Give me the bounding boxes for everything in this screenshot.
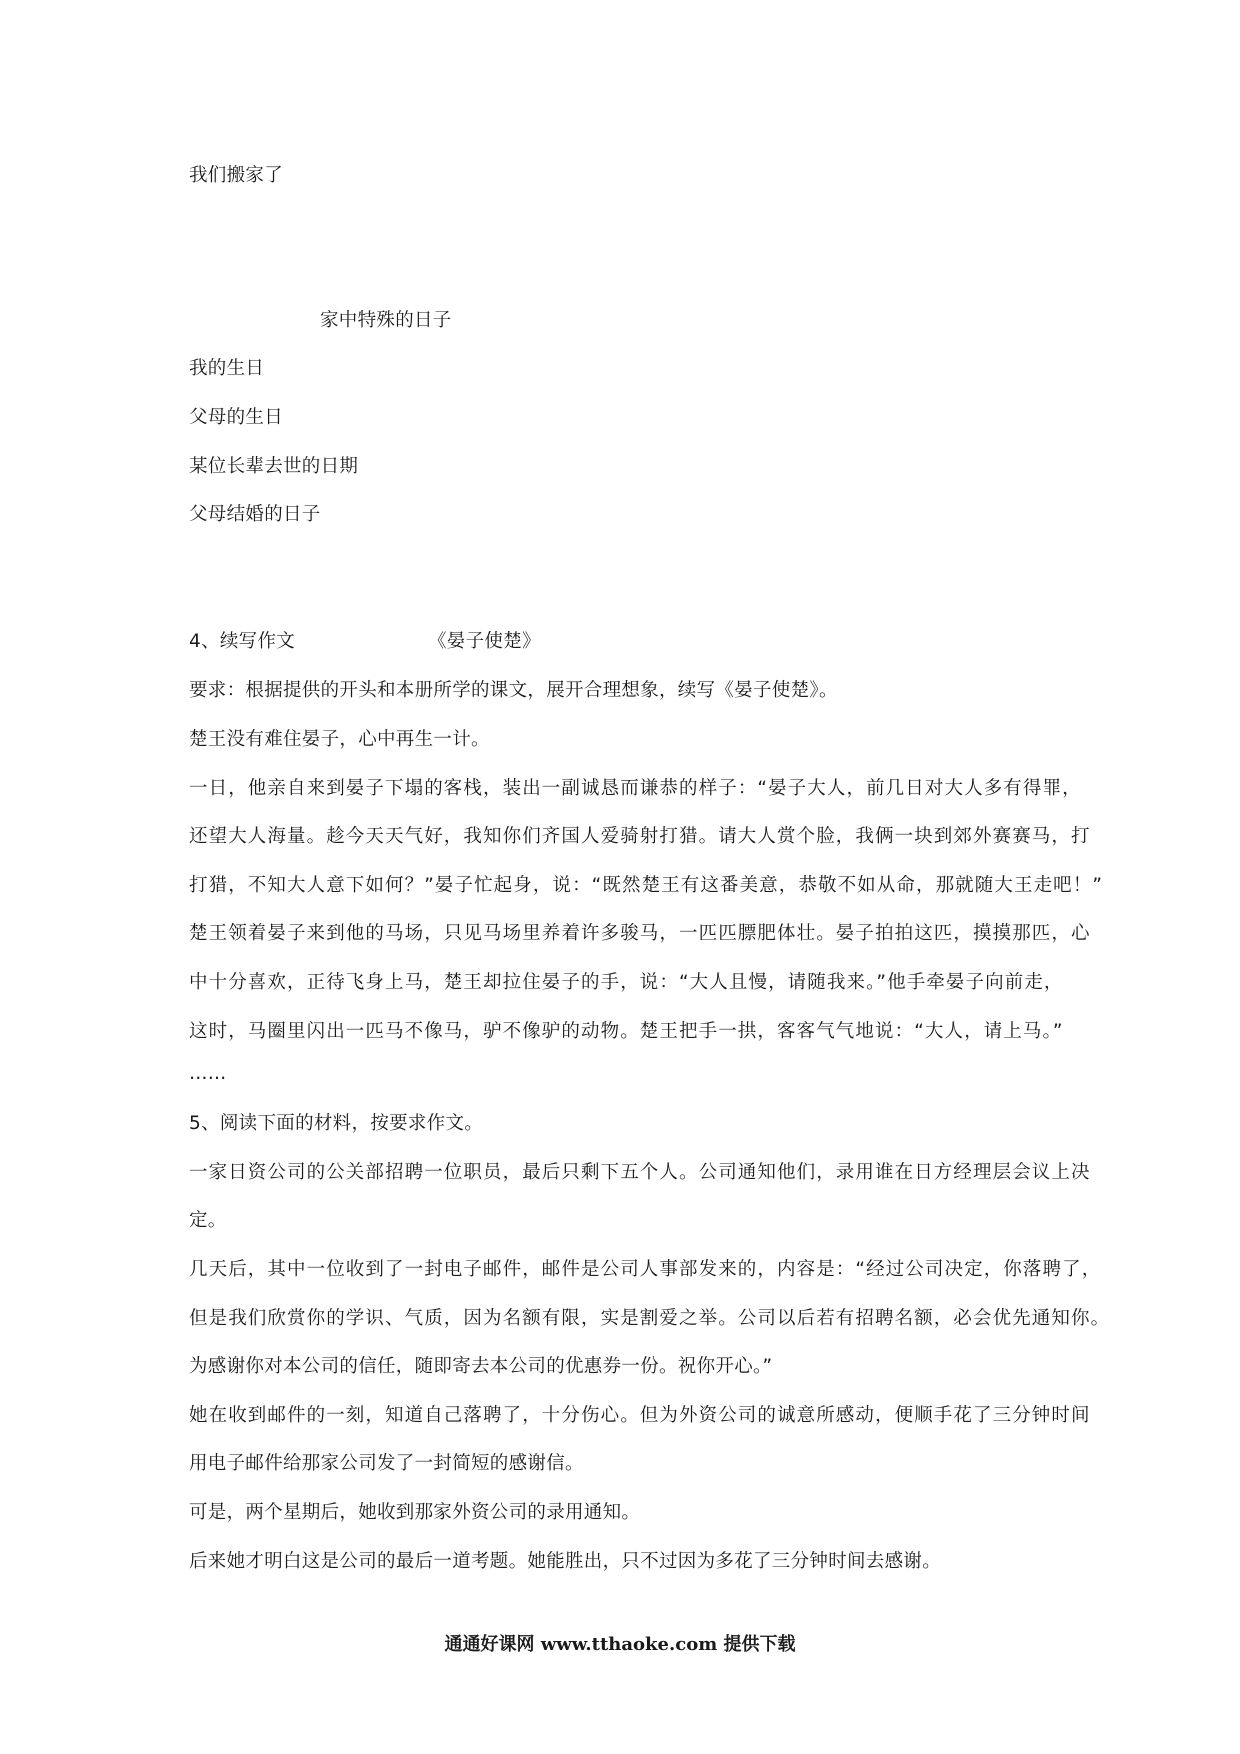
paragraph-line: 但是我们欣赏你的学识、气质，因为名额有限，实是割爱之举。公司以后若有招聘名额，必会优先通知你。 (189, 1308, 1111, 1329)
paragraph-line: 中十分喜欢，正待飞身上马，楚王却拉住晏子的手，说：“大人且慢，请随我来。”他手牵晏子向前走， (189, 972, 1064, 993)
section4-title: 《晏子使楚》 (428, 631, 541, 652)
special-day-item: 父母结婚的日子 (189, 504, 321, 525)
special-day-item: 父母的生日 (189, 407, 284, 428)
special-day-item: 某位长辈去世的日期 (189, 456, 359, 477)
special-day-item: 我的生日 (189, 358, 265, 379)
footer-credit: 通通好课网 www.tthaoke.com 提供下载 (444, 1634, 796, 1655)
section4-label: 4、续写作文 (189, 631, 296, 652)
moving-line: 我们搬家了 (189, 165, 284, 186)
paragraph-line: 楚王没有难住晏子，心中再生一计。 (189, 729, 490, 750)
ellipsis: …… (189, 1063, 227, 1084)
paragraph-line: 定。 (189, 1210, 227, 1231)
paragraph-line: 她在收到邮件的一刻，知道自己落聘了，十分伤心。但为外资公司的诚意所感动，便顺手花了三分钟时间 (189, 1405, 1091, 1426)
section5-heading: 5、阅读下面的材料，按要求作文。 (189, 1113, 484, 1134)
paragraph-line: 为感谢你对本公司的信任，随即寄去本公司的优惠券一份。祝你开心。” (189, 1356, 773, 1377)
paragraph-line: 一日，他亲自来到晏子下塌的客栈，装出一副诚恳而谦恭的样子：“晏子大人，前几日对大人多有得罪， (189, 778, 1082, 799)
paragraph-line: 这时，马圈里闪出一匹马不像马，驴不像驴的动物。楚王把手一拱，客客气气地说：“大人，请上马。” (189, 1021, 1064, 1042)
paragraph-line: 打猎，不知大人意下如何？”晏子忙起身，说：“既然楚王有这番美意，恭敬不如从命，那就随大王走吧！” (189, 875, 1104, 896)
paragraph-line: 可是，两个星期后，她收到那家外资公司的录用通知。 (189, 1502, 641, 1523)
paragraph-line: 一家日资公司的公关部招聘一位职员，最后只剩下五个人。公司通知他们，录用谁在日方经理层会议上决 (189, 1162, 1091, 1183)
section4-requirement: 要求：根据提供的开头和本册所学的课文，展开合理想象，续写《晏子使楚》。 (189, 680, 838, 701)
paragraph-line: 用电子邮件给那家公司发了一封简短的感谢信。 (189, 1453, 584, 1474)
paragraph-line: 楚王领着晏子来到他的马场，只见马场里养着许多骏马，一匹匹膘肥体壮。晏子拍拍这匹，摸摸那匹，心 (189, 923, 1091, 944)
special-days-heading: 家中特殊的日子 (320, 310, 452, 331)
paragraph-line: 后来她才明白这是公司的最后一道考题。她能胜出，只不过因为多花了三分钟时间去感谢。 (189, 1551, 942, 1572)
paragraph-line: 还望大人海量。趁今天天气好，我知你们齐国人爱骑射打猎。请大人赏个脸，我俩一块到郊外赛赛马，打 (189, 826, 1091, 847)
paragraph-line: 几天后，其中一位收到了一封电子邮件，邮件是公司人事部发来的，内容是：“经过公司决定，你落聘了， (189, 1259, 1102, 1280)
